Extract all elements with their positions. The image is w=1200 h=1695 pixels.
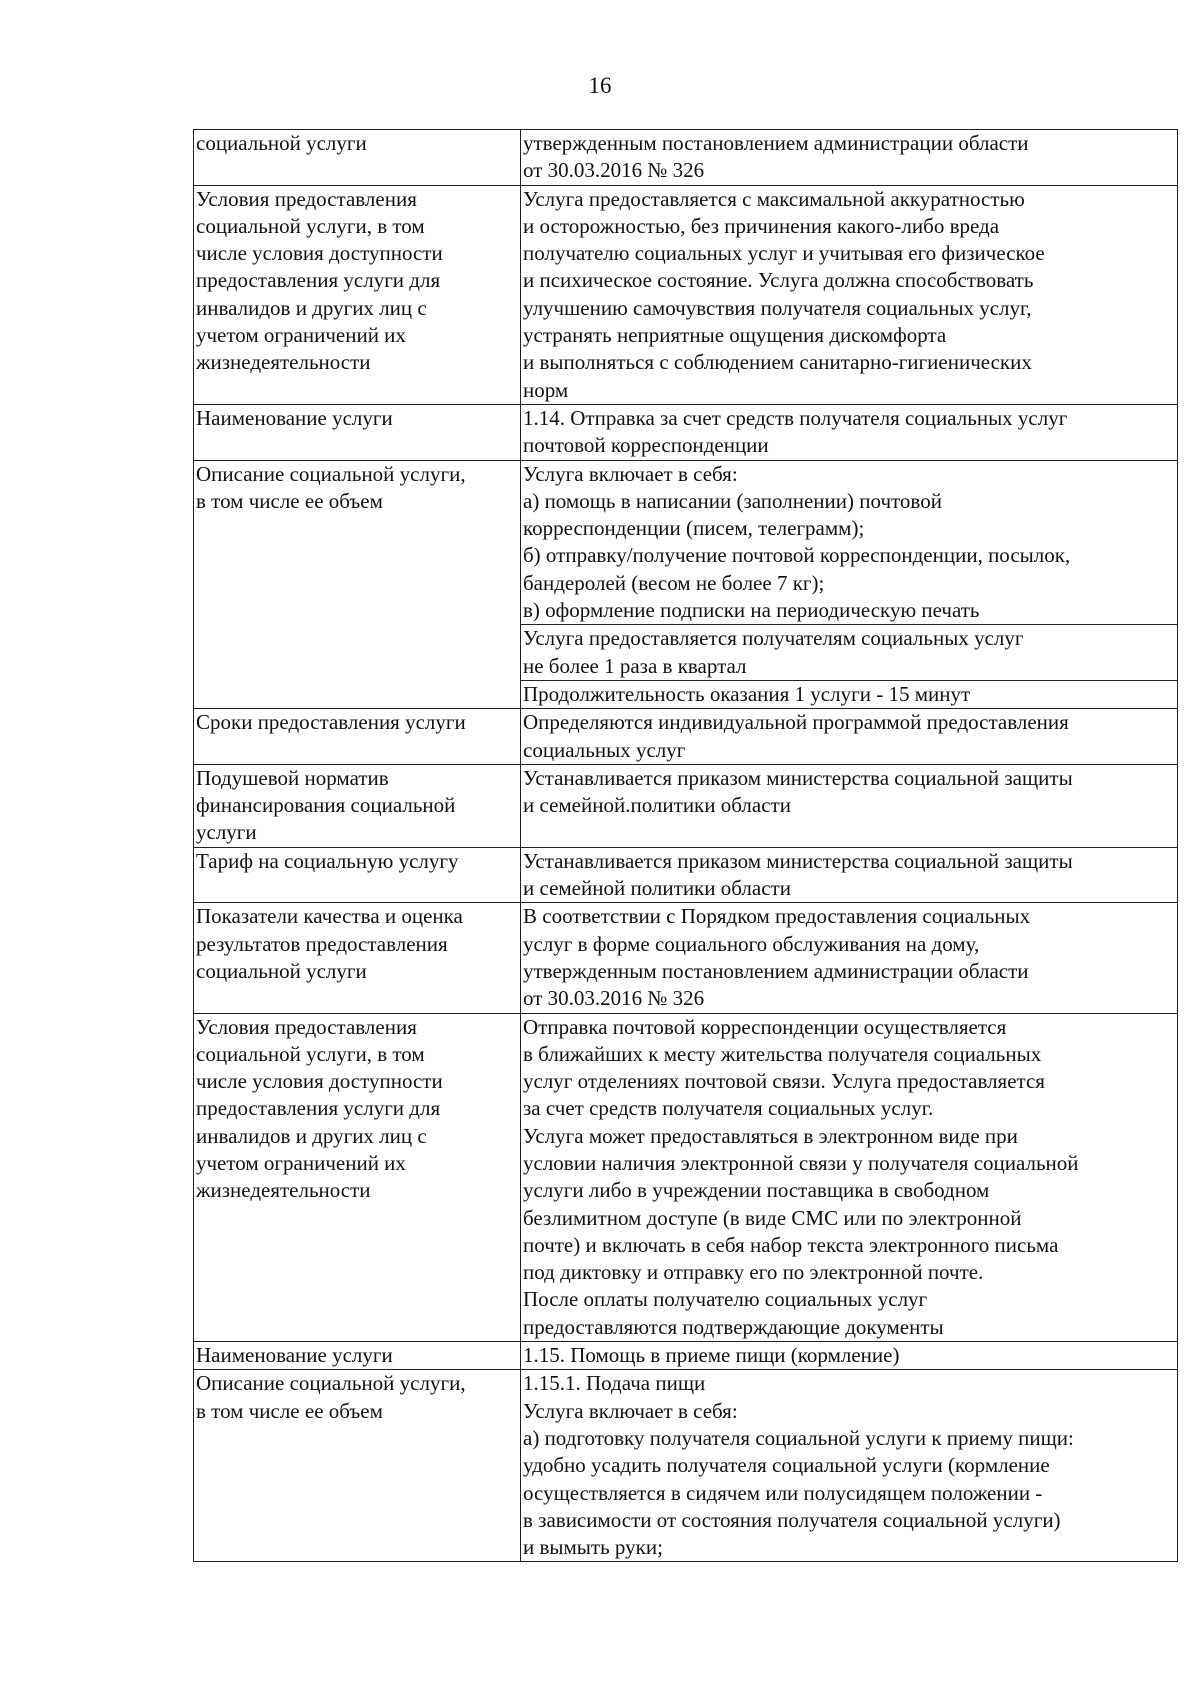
row-value-cell bbox=[521, 1013, 1178, 1342]
table-row bbox=[194, 709, 1178, 765]
text-line: Тариф на социальную услугу bbox=[196, 848, 459, 873]
table-row bbox=[194, 185, 1178, 404]
text-line: в) оформление подписки на периодическую печать bbox=[523, 598, 980, 623]
row-label-cell bbox=[194, 903, 521, 1013]
text-line: и выполняться с соблюдением санитарно-гигиенических bbox=[523, 350, 1032, 375]
text-line: Устанавливается приказом министерства социальной защиты bbox=[523, 765, 1073, 790]
row-label-cell bbox=[194, 847, 521, 903]
text-line: финансирования социальной bbox=[196, 793, 456, 818]
row-value-cell bbox=[521, 404, 1178, 460]
text-line: условии наличия электронной связи у получателя социальной bbox=[523, 1150, 1079, 1175]
text-line: в зависимости от состояния получателя социальной услуги) bbox=[523, 1507, 1061, 1532]
text-line: числе условия доступности bbox=[196, 241, 443, 266]
text-line: в ближайших к месту жительства получателя социальных bbox=[523, 1041, 1042, 1066]
text-line: Отправка почтовой корреспонденции осуществляется bbox=[523, 1014, 1007, 1039]
table-row bbox=[194, 130, 1178, 186]
text-line: а) помощь в написании (заполнении) почтовой bbox=[523, 488, 942, 513]
row-label-cell bbox=[194, 764, 521, 847]
text-line: Наименование услуги bbox=[196, 405, 393, 430]
text-line: и вымыть руки; bbox=[523, 1535, 663, 1560]
text-line: услуги либо в учреждении поставщика в свободном bbox=[523, 1178, 990, 1203]
text-line: предоставления услуги для bbox=[196, 268, 441, 293]
row-label-cell bbox=[194, 460, 521, 709]
table-row bbox=[194, 847, 1178, 903]
text-line: 1.14. Отправка за счет средств получателя социальных услуг bbox=[523, 405, 1068, 430]
text-line: социальной услуги, в том bbox=[196, 1041, 425, 1066]
text-line: почтовой корреспонденции bbox=[523, 433, 769, 458]
row-value-cell bbox=[521, 764, 1178, 847]
text-line: Продолжительность оказания 1 услуги - 15 минут bbox=[523, 681, 971, 706]
text-line: Услуга предоставляется с максимальной аккуратностью bbox=[523, 186, 1025, 211]
row-value-cell bbox=[521, 680, 1178, 708]
text-line: удобно усадить получателя социальной услуги (кормление bbox=[523, 1453, 1050, 1478]
text-line: Показатели качества и оценка bbox=[196, 904, 463, 929]
text-line: услуг в форме социального обслуживания на дому, bbox=[523, 931, 980, 956]
text-line: от 30.03.2016 № 326 bbox=[523, 986, 705, 1011]
text-line: не более 1 раза в квартал bbox=[523, 653, 747, 678]
table-row bbox=[194, 903, 1178, 1013]
text-line: в том числе ее объем bbox=[196, 1398, 383, 1423]
text-line: Подушевой норматив bbox=[196, 765, 389, 790]
row-label-cell bbox=[194, 130, 521, 186]
row-value-cell bbox=[521, 903, 1178, 1013]
row-value-cell bbox=[521, 625, 1178, 681]
text-line: Услуга включает в себя: bbox=[523, 1398, 738, 1423]
text-line: жизнедеятельности bbox=[196, 350, 371, 375]
text-line: утвержденным постановлением администрации области bbox=[523, 958, 1029, 983]
row-value-cell bbox=[521, 185, 1178, 404]
text-line: норм bbox=[523, 377, 569, 402]
text-line: Услуга может предоставляться в электронном виде при bbox=[523, 1123, 1018, 1148]
text-line: и осторожностью, без причинения какого-либо вреда bbox=[523, 213, 1000, 238]
table-row bbox=[194, 764, 1178, 847]
text-line: Условия предоставления bbox=[196, 186, 417, 211]
text-line: и психическое состояние. Услуга должна способствовать bbox=[523, 268, 1034, 293]
row-label-cell bbox=[194, 185, 521, 404]
text-line: осуществляется в сидячем или полусидящем положении - bbox=[523, 1480, 1043, 1505]
text-line: Условия предоставления bbox=[196, 1014, 417, 1039]
text-line: инвалидов и других лиц с bbox=[196, 295, 427, 320]
text-line: безлимитном доступе (в виде СМС или по электронной bbox=[523, 1205, 1022, 1230]
row-value-cell bbox=[521, 847, 1178, 903]
text-line: корреспонденции (писем, телеграмм); bbox=[523, 516, 865, 541]
text-line: в том числе ее объем bbox=[196, 488, 383, 513]
row-value-cell bbox=[521, 1342, 1178, 1370]
text-line: устранять неприятные ощущения дискомфорта bbox=[523, 323, 947, 348]
text-line: учетом ограничений их bbox=[196, 1150, 406, 1175]
text-line: за счет средств получателя социальных услуг. bbox=[523, 1096, 934, 1121]
text-line: а) подготовку получателя социальной услуги к приему пищи: bbox=[523, 1425, 1074, 1450]
text-line: утвержденным постановлением администрации области bbox=[523, 131, 1029, 155]
text-line: Устанавливается приказом министерства социальной защиты bbox=[523, 848, 1073, 873]
row-label-cell bbox=[194, 1013, 521, 1342]
text-line: и семейной.политики области bbox=[523, 793, 791, 818]
text-line: инвалидов и других лиц с bbox=[196, 1123, 427, 1148]
table-row bbox=[194, 1013, 1178, 1342]
text-line: и семейной политики области bbox=[523, 876, 791, 901]
text-line: Наименование услуги bbox=[196, 1343, 393, 1368]
text-line: Услуга включает в себя: bbox=[523, 461, 738, 486]
row-value-cell bbox=[521, 1370, 1178, 1562]
text-line: 1.15.1. Подача пищи bbox=[523, 1371, 706, 1396]
text-line: получателю социальных услуг и учитывая его физическое bbox=[523, 241, 1045, 266]
text-line: В соответствии с Порядком предоставления социальных bbox=[523, 904, 1031, 929]
row-label-cell bbox=[194, 1370, 521, 1562]
text-line: почте) и включать в себя набор текста электронного письма bbox=[523, 1232, 1059, 1257]
text-line: предоставления услуги для bbox=[196, 1096, 441, 1121]
text-line: Определяются индивидуальной программой предоставления bbox=[523, 710, 1069, 735]
page-number: 16 bbox=[588, 73, 612, 98]
text-line: учетом ограничений их bbox=[196, 323, 406, 348]
table-row bbox=[194, 460, 1178, 625]
text-line: социальной услуги bbox=[196, 958, 367, 983]
text-line: результатов предоставления bbox=[196, 931, 448, 956]
text-line: социальных услуг bbox=[523, 737, 686, 762]
text-line: 1.15. Помощь в приеме пищи (кормление) bbox=[523, 1343, 900, 1368]
row-label-cell bbox=[194, 1342, 521, 1370]
text-line: предоставляются подтверждающие документы bbox=[523, 1314, 944, 1339]
table-row bbox=[194, 1370, 1178, 1562]
text-line: социальной услуги, в том bbox=[196, 213, 425, 238]
text-line: социальной услуги bbox=[196, 131, 367, 155]
text-line: от 30.03.2016 № 326 bbox=[523, 158, 705, 183]
row-label-cell bbox=[194, 709, 521, 765]
text-line: б) отправку/получение почтовой корреспонденции, посылок, bbox=[523, 543, 1071, 568]
text-line: числе условия доступности bbox=[196, 1069, 443, 1094]
table-row bbox=[194, 404, 1178, 460]
services-table bbox=[193, 129, 1178, 1562]
row-value-cell bbox=[521, 709, 1178, 765]
text-line: жизнедеятельности bbox=[196, 1178, 371, 1203]
row-value-cell bbox=[521, 130, 1178, 186]
text-line: улучшению самочувствия получателя социальных услуг, bbox=[523, 295, 1032, 320]
text-line: После оплаты получателю социальных услуг bbox=[523, 1287, 928, 1312]
text-line: услуги bbox=[196, 820, 257, 845]
text-line: Услуга предоставляется получателям социальных услуг bbox=[523, 626, 1024, 651]
table-row bbox=[194, 1342, 1178, 1370]
row-label-cell bbox=[194, 404, 521, 460]
row-value-cell bbox=[521, 460, 1178, 625]
text-line: Описание социальной услуги, bbox=[196, 461, 466, 486]
text-line: под диктовку и отправку его по электронной почте. bbox=[523, 1260, 984, 1285]
text-line: Описание социальной услуги, bbox=[196, 1371, 466, 1396]
text-line: бандеролей (весом не более 7 кг); bbox=[523, 570, 825, 595]
text-line: Сроки предоставления услуги bbox=[196, 710, 466, 735]
text-line: услуг отделениях почтовой связи. Услуга предоставляется bbox=[523, 1069, 1045, 1094]
